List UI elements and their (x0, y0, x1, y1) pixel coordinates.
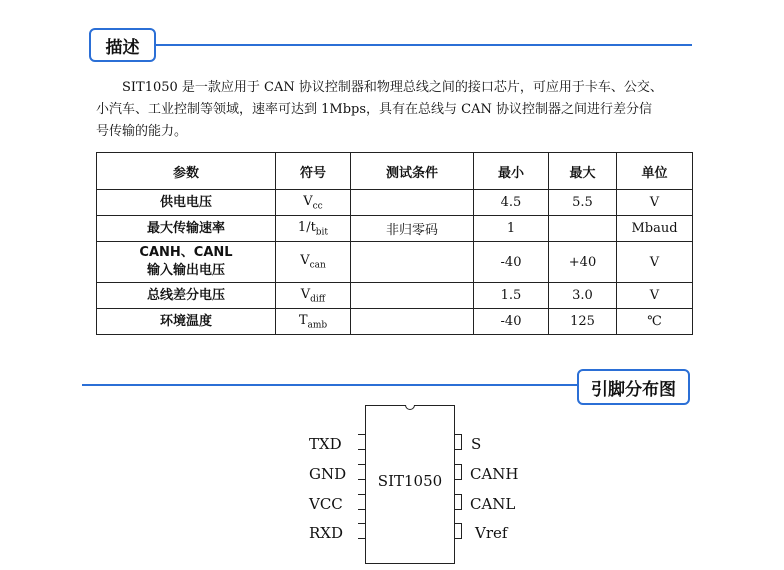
cell-param: 供电电压 (97, 190, 276, 216)
pin-label-rxd: RXD (309, 524, 343, 542)
cell-unit: ℃ (617, 309, 693, 335)
cell-min: 4.5 (474, 190, 549, 216)
pin-box-vref (455, 523, 462, 539)
header-condition: 测试条件 (351, 153, 474, 190)
table-header-row (97, 153, 693, 190)
symbol-subscript: diff (310, 294, 326, 305)
header-param: 参数 (97, 153, 276, 190)
symbol-subscript: amb (307, 320, 328, 331)
cell-symbol (276, 242, 351, 283)
cell-min: -40 (474, 309, 549, 335)
header-symbol: 符号 (276, 153, 351, 190)
symbol-main: T (298, 312, 308, 328)
description-line-2: 小汽车、工业控制等领域，速率可达到 1Mbps，具有在总线与 CAN 协议控制器之间进行差分信 (96, 102, 653, 117)
section-title-description: 描述 (89, 28, 156, 62)
cell-unit: V (617, 283, 693, 309)
pin-label-s: S (471, 435, 482, 453)
cell-condition (351, 242, 474, 283)
table-row (97, 283, 693, 309)
pin-box-txd (358, 434, 365, 450)
cell-min: 1 (474, 216, 549, 242)
cell-unit: Mbaud (617, 216, 693, 242)
param-line-1: CANH、CANL (139, 245, 233, 260)
cell-max: 125 (549, 309, 617, 335)
cell-min: 1.5 (474, 283, 549, 309)
table-row (97, 242, 693, 283)
cell-condition (351, 309, 474, 335)
section-rule-pinout (82, 384, 582, 386)
cell-symbol (276, 190, 351, 216)
table-row (97, 190, 693, 216)
table-row (97, 309, 693, 335)
header-min: 最小 (474, 153, 549, 190)
cell-min: -40 (474, 242, 549, 283)
section-rule-description (150, 44, 692, 46)
cell-max: +40 (549, 242, 617, 283)
pin-label-gnd: GND (309, 465, 347, 483)
cell-param: 环境温度 (97, 309, 276, 335)
pin-box-gnd (358, 464, 365, 480)
pin-label-vref: Vref (475, 524, 508, 542)
cell-unit: V (617, 242, 693, 283)
cell-unit: V (617, 190, 693, 216)
cell-param: 最大传输速率 (97, 216, 276, 242)
cell-param (97, 242, 276, 283)
pin-label-canh: CANH (470, 465, 519, 483)
section-title-pinout: 引脚分布图 (577, 369, 690, 405)
symbol-main: V (300, 286, 311, 302)
description-line-3: 号传输的能力。 (96, 124, 188, 139)
cell-max (549, 216, 617, 242)
header-unit: 单位 (617, 153, 693, 190)
chip-name: SIT1050 (377, 472, 443, 490)
pin-box-canl (455, 494, 462, 510)
description-paragraph (96, 77, 696, 143)
cell-condition (351, 190, 474, 216)
cell-param: 总线差分电压 (97, 283, 276, 309)
pin-label-canl: CANL (470, 495, 516, 513)
description-line-1: SIT1050 是一款应用于 CAN 协议控制器和物理总线之间的接口芯片，可应用于卡车、公交、 (122, 80, 663, 95)
pin-label-txd: TXD (309, 435, 342, 453)
cell-max: 5.5 (549, 190, 617, 216)
spec-table (96, 152, 693, 335)
table-row (97, 216, 693, 242)
symbol-main: 1/t (297, 219, 316, 235)
symbol-main: V (303, 193, 313, 209)
cell-condition: 非归零码 (351, 216, 474, 242)
cell-symbol (276, 216, 351, 242)
param-line-2: 输入输出电压 (146, 263, 225, 278)
pin-label-vcc: VCC (309, 495, 343, 513)
symbol-subscript: cc (312, 201, 323, 212)
header-max: 最大 (549, 153, 617, 190)
cell-max: 3.0 (549, 283, 617, 309)
cell-symbol (276, 309, 351, 335)
cell-symbol (276, 283, 351, 309)
symbol-main: V (300, 253, 310, 269)
cell-condition (351, 283, 474, 309)
symbol-subscript: can (309, 260, 326, 271)
pin-box-s (455, 434, 462, 450)
pin-box-rxd (358, 523, 365, 539)
symbol-subscript: bit (315, 227, 329, 238)
pin-box-canh (455, 464, 462, 480)
pin-box-vcc (358, 494, 365, 510)
